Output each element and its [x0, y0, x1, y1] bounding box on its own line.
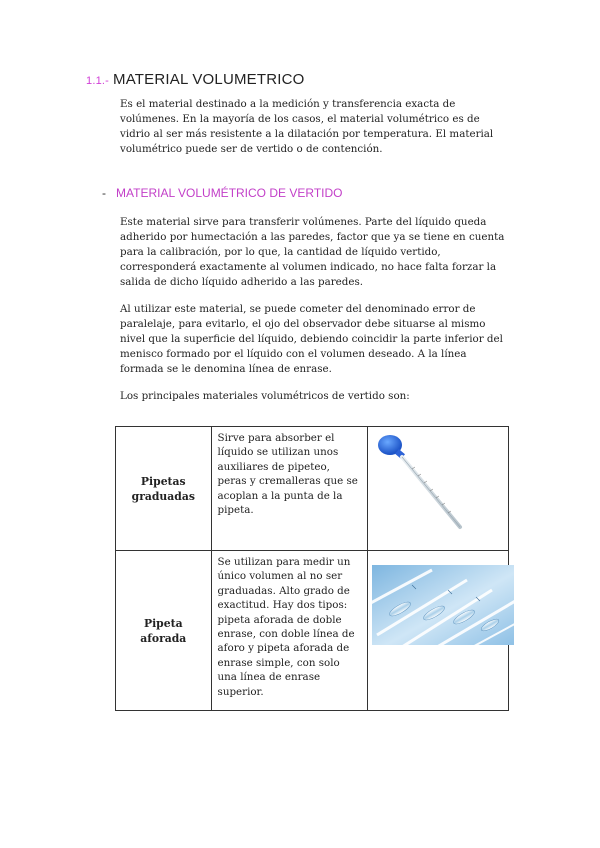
bullet-dash: - — [102, 186, 106, 200]
section-title: MATERIAL VOLUMETRICO — [113, 71, 305, 88]
table-row — [116, 427, 509, 551]
materials-table — [115, 426, 509, 711]
table-row — [116, 551, 509, 711]
intro-paragraph: Es el material destinado a la medición y transferencia exacta de volúmenes. En la mayoría de los casos, el material volumétrico es de vidrio al ser más resistente a la dilatación por temperatura. El material volumétrico puede ser de vertido o de contención. — [120, 98, 494, 155]
item-description: Sirve para absorber el líquido se utilizan unos auxiliares de pipeteo, peras y cremalleras que se acoplan a la punta de la pipeta. — [211, 427, 368, 551]
paragraph-parallax: Al utilizar este material, se puede cometer del denominado error de paralelaje, para evitarlo, el ojo del observador debe situarse al mismo nivel que la superficie del líquido, debiendo coincidir la parte inferior del menisco formado por el líquido con el volumen deseado. A la línea formada se le denomina línea de enrase. — [120, 303, 503, 375]
volumetric-pipettes-image — [372, 565, 514, 645]
section-heading — [86, 71, 305, 88]
section-number: 1.1.- — [86, 75, 110, 87]
item-name: Pipetas graduadas — [116, 427, 212, 551]
paragraph-transfer: Este material sirve para transferir volúmenes. Parte del líquido queda adherido por humectación a las paredes, factor que ya se tiene en cuenta para la calibración, por lo que, la cantidad de líquido vertido, corresponderá exactamente al volumen indicado, no hace falta forzar la salida de dicho líquido adherido a las paredes. — [120, 216, 505, 288]
item-image-cell — [368, 551, 509, 711]
subsection-heading — [102, 186, 342, 200]
subsection-title: MATERIAL VOLUMÉTRICO DE VERTIDO — [116, 186, 343, 200]
graduated-pipette-image — [372, 429, 472, 537]
item-image-cell — [368, 427, 509, 551]
list-intro: Los principales materiales volumétricos de vertido son: — [120, 390, 410, 402]
item-name: Pipeta aforada — [116, 551, 212, 711]
item-description: Se utilizan para medir un único volumen al no ser graduadas. Alto grado de exactitud. Hay dos tipos: pipeta aforada de doble enrase, con doble línea de aforo y pipeta aforada de enrase simple, con solo una línea de enrase superior. — [211, 551, 368, 711]
